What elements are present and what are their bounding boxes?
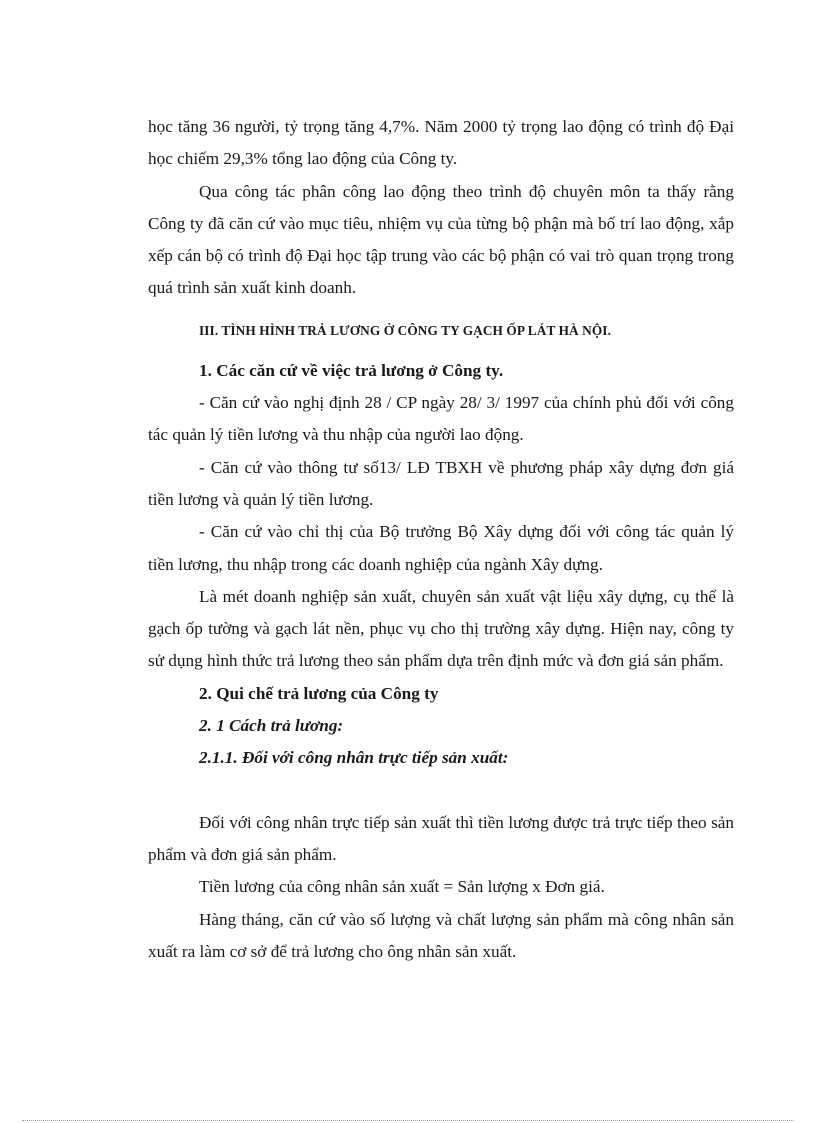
page-bottom-rule <box>22 1120 794 1121</box>
subheading-1: 1. Các căn cứ về việc trả lương ở Công ty. <box>199 360 504 380</box>
section-heading-iii: III. TÌNH HÌNH TRẢ LƯƠNG Ở CÔNG TY GẠCH ỐP LÁT HÀ NỘI. <box>199 322 612 338</box>
paragraph-monthly: Hàng tháng, căn cứ vào số lượng và chất lượng sản phẩm mà công nhân sản xuất ra làm cơ sở để trả lương cho ông nhân sản xuất. <box>148 909 734 961</box>
subheading-2-1: 2. 1 Cách trả lương: <box>199 716 344 736</box>
paragraph-direct-workers: Đối với công nhân trực tiếp sản xuất thì tiền lương được trả trực tiếp theo sản phẩm và đơn giá sản phẩm. <box>148 812 734 864</box>
page-text <box>148 0 734 968</box>
paragraph-continuation: học tăng 36 người, tỷ trọng tăng 4,7%. Năm 2000 tỷ trọng lao động có trình độ Đại học chiếm 29,3% tổng lao động của Công ty. <box>148 117 734 169</box>
paragraph-labor-allocation: Qua công tác phân công lao động theo trình độ chuyên môn ta thấy rằng Công ty đã căn cứ vào mục tiêu, nhiệm vụ của từng bộ phận mà bố trí lao động, xắp xếp cán bộ có trình độ Đại học tập trung vào các bộ phận có vai trò quan trọng trong quá trình sản xuất kinh doanh. <box>148 181 734 298</box>
paragraph-enterprise: Là mét doanh nghiệp sản xuất, chuyên sản xuất vật liệu xây dựng, cụ thể là gạch ốp tường và gạch lát nền, phục vụ cho thị trường xây dựng. Hiện nay, công ty sử dụng hình thức trả lương theo sản phẩm dựa trên định mức và đơn giá sản phẩm. <box>148 586 734 671</box>
subheading-2: 2. Qui chế trả lương của Công ty <box>199 683 439 703</box>
subheading-2-1-1: 2.1.1. Đối với công nhân trực tiếp sản xuất: <box>199 748 509 768</box>
paragraph-circular-13: - Căn cứ vào thông tư số13/ LĐ TBXH về phương pháp xây dựng đơn giá tiền lương và quản lý tiền lương. <box>148 457 734 509</box>
paragraph-decree-28: - Căn cứ vào nghị định 28 / CP ngày 28/ 3/ 1997 của chính phủ đối với công tác quản lý tiền lương và thu nhập của người lao động. <box>148 393 734 445</box>
paragraph-wage-formula: Tiền lương của công nhân sản xuất = Sản lượng x Đơn giá. <box>199 877 605 897</box>
paragraph-directive: - Căn cứ vào chỉ thị của Bộ trưởng Bộ Xây dựng đối với công tác quản lý tiền lương, thu nhập trong các doanh nghiệp của ngành Xây dựng. <box>148 522 734 574</box>
